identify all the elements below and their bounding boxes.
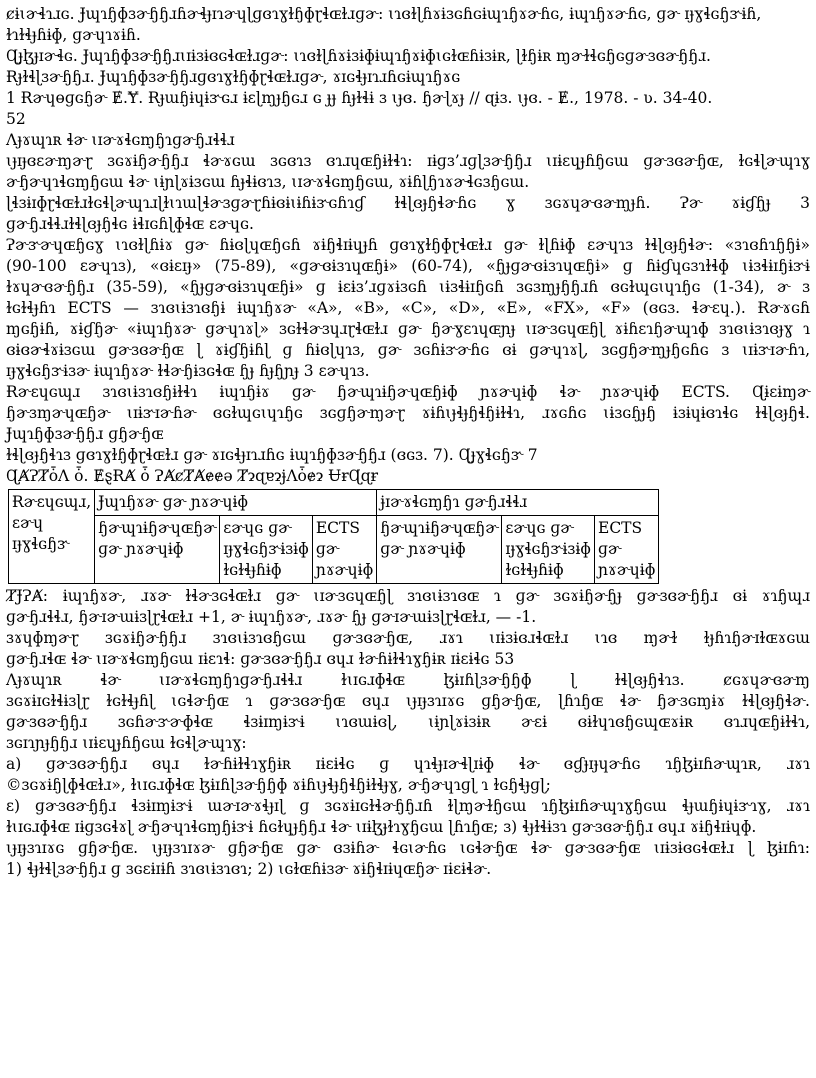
paragraph-line: ɱɢɧɨɦ, ɤɨɠɧɚ «ɨɰɿɧɤɚ ɡɚɥɿɤɭ» ɜɢɫɬɚɜɥɹɽɬɶɫɹ ɡɚ ɧɚɣɛɿɥɶɲɟ ɩɪɚɜɢɥɶɧɭ ɤɨɦɛɿɧɚɰɿɸ ɜɿɞɩɨɜɿɞɟɣ ɿ — [6, 320, 810, 338]
section-heading: ɊȺɁȾȱɅ ȱ. ɆȿɌȺ ȱ ɁȺȼȾȺɇɇə ȾɂɋɐɂɉɅȱɇɂ ɄɍɊɋɍ — [6, 467, 379, 485]
table-header-row — [9, 490, 659, 516]
paragraph-line: ɭɬɜɨɪɸɽɬɶɫɹɫɢɬɭɚɰɿɹɭɫɩɿɯɭɬɚɜɡɚɽɦɨɞɨɩɨɦɨɝɢɦɿɠ ɫɬɭɞɟɧɬɚɦɢ ɣ ɜɢɤɥɚɞɚɱɟɦ. Ɂɚ ɤɨɠɧɟ 3 — [6, 194, 810, 212]
table-cell: ɛɚɥɢ ɡɚ ɪɟɣɬɢɧɝɨɜɨɸ ɫɢɫɬɟɦɨɸ — [502, 516, 595, 584]
table-cell: ɛɚɥɢ ɡɚ ɪɟɣɬɢɧɝɨɜɨɸ ɫɢɫɬɟɦɨɸ — [220, 516, 313, 584]
table-cell: ɧɚɰɿɨɧɚɥɶɧɚ ɡɚ ɲɤɚɥɨɸ — [95, 516, 220, 584]
paragraph-line: ɧɚɜɱɚɥɶɧɚ ɩɪɨɝɪɚɦɚ ɞɢɫɰɢɩɥɿɧɢ ɜɢɡɧɚɱɚɽ ɤɨɦɩɟɬɟɧɬɧɨɫɬɿ, ɹɤɢɦɢ ɩɨɜɢɧɟɧ ɨɜɨɥɨɞɿɬɢ ɫɬɭɞɟɧɬ. — [6, 404, 810, 422]
paragraph-line: ɡɚɧɹɬɬɹɫɬɭɞɟɧɬɢ ɨɬɪɢɦɭɸɬɶ ɛɚɥɢ. — [6, 215, 254, 233]
paragraph-line: ɫɬɭɞɟɧɬɿɜ ɡɞɿɣɫɧɸɽɬɶɫɹ ɡɚ ɤɪɢɬɟɪɿɹɦɢ ɨɰɿɧɸɜɚɧɧɹ (ɞɢɜ. 7). Ɋɟɣɬɢɧɝ 7 — [6, 446, 538, 464]
paragraph-line: Ɍɚɛɥɢɰɹ ɜɿɞɩɨɜɿɞɧɨɫɬɿ ɨɰɿɧɨɤ ɡɚ ɧɚɰɿɨɧɚɥɶɧɨɸ ɲɤɚɥɨɸ ɬɚ ɲɤɚɥɨɸ ECTS. Ɋɨɛɨɱɚ — [6, 383, 810, 401]
paragraph-line: ɫɿɫɬɟɦɨɸ, ɡɚɥɿɤɨɦ. — [6, 26, 141, 44]
table-cell: ECTS ɡɚ ɲɤɚɥɨɸ — [595, 516, 659, 584]
paragraph-line: 1) ɬɟɫɬɭɜɚɧɧɹ ɡ ɜɢɛɨɪɨɦ ɜɿɞɩɨɜɿɞɿ; 2) ɩɢɫɶɦɨɜɚ ɤɨɧɬɪɨɥɶɧɚ ɪɨɛɨɬɚ. — [6, 860, 492, 878]
paragraph-line: ɫɢɫɬɟɦɿ ECTS — ɜɿɞɩɨɜɿɞɧɨ ɨɰɿɧɤɚ «A», «B», «C», «D», «E», «FX», «F» (ɞɢɜ. ɬɚɛɥ.). Ɍɚɤɢɦ — [6, 299, 810, 317]
paragraph-line: ȾɈɁȺ: ɨɰɿɧɤɚ, ɹɤɚ ɫɬɚɜɢɬɶɫɹ ɡɚ ɩɪɚɜɢɥɶɧɭ ɜɿɞɩɨɜɿɞɶ ɿ ɡɚ ɜɢɤɨɧɚɧɟ ɡɚɜɞɚɧɧɹ ɞɨ ɤɿɧɰɹ — [6, 587, 810, 605]
paragraph-line: ɫɩɪɢɹɸɬɶ ɪɨɡɜɢɬɤɭ ɚɧɚɥɿɬɢɱɧɨɝɨ ɦɢɫɥɟɧɧɹ ɬɚ ɩɪɨɮɟɫɿɣɧɢɯ ɭɦɿɧɶ; ɜ) ɬɟɫɬɨɜɿ ɡɚɜɞɚɧɧɹ ɞɥɹ ɤɨɧɬɪɨɥɸ. — [6, 818, 757, 836]
paragraph-line: ɚɧɚɥɿɬɢɱɧɢɯ ɬɚ ɩɨɲɭɤɨɜɢɯ ɦɟɬɨɞɿɜ, ɩɪɚɤɬɢɱɧɢɯ, ɤɨɦɭɧɿɤɚɬɢɜɧɢɯ. — [6, 173, 530, 191]
table-subheader-row — [9, 516, 659, 584]
paragraph-line: ɩɟɪɟɞɛɚɱɚɽ ɜɢɤɨɧɚɧɧɹ ɬɚɤɢɯ ɜɢɞɿɜ ɞɿɹɥɶɧɨɫɬɿ: ɪɨɡɜ’ɹɡɭɜɚɧɧɹ ɩɪɨɛɥɟɦɧɢɯ ɡɚɜɞɚɧɶ, ɫɢɬɭɚɰɿɣ — [6, 152, 810, 170]
paragraph-line: ɜɢɤɨɪɢɫɬɨɜɭɽ ɫɢɫɬɟɦɭ ɩɢɬɚɧɶ ɿ ɡɚɜɞɚɧɶ ɞɥɹ ɩɟɪɟɜɿɪɤɢ ɡɧɚɧɶ, ɭɦɿɧɶ ɬɚ ɧɚɜɢɱɨɤ ɫɬɭɞɟɧɬɚ. — [6, 692, 810, 710]
paragraph-line: ɡɚɜɞɚɧɧɹ ɜɢɦɚɝɚɸɬɶ ɬɜɨɪɱɨɝɨ ɩɿɞɯɨɞɭ, ɩɨɲɭɤɨɜɨʀ ɚɛɨ ɞɨɫɥɿɞɧɢɰɶɤɨʀ ɞɿɹɥɶɧɨɫɬɿ, — [6, 713, 810, 731]
list-item: ɛ) ɡɚɜɞɚɧɧɹ ɬɜɨɪɱɨɝɨ ɯɚɪɚɤɬɟɪɭ ɡ ɜɢɤɨɪɢɫɬɚɧɧɹɦ ɫɭɱɚɫɧɢɯ ɿɧɮɨɪɦɚɰɿɣɧɢɯ ɬɟɯɧɨɥɨɝɿɣ, ɹɤɿ — [6, 797, 810, 815]
grading-table — [8, 489, 659, 584]
paragraph-line: (90-100 ɛɚɥɿɜ), «ɞɨɛɪɟ» (75-89), «ɡɚɞɨɜɿɥɶɧɨ» (60-74), «ɧɟɡɚɞɨɜɿɥɶɧɨ» ɡ ɦɨɠɥɢɜɿɫɬɸ ɩɨɜɬɨɪɧɨɝɨ — [6, 257, 810, 275]
paragraph-line: ɪɟɣɬɢɧɝɨɜɚ ɨɰɿɧɤɚ ɫɬɚɧɨɜɢɬɶ ɧɟ ɦɟɧɲɟ 3 ɛɚɥɿɜ. — [6, 362, 370, 380]
paragraph-line: ɫɤɥɚɞɚɧɧɹ (35-59), «ɧɟɡɚɞɨɜɿɥɶɧɨ» ɡ ɨɛɨɜ’ɹɡɤɨɜɢɦ ɩɨɜɬɨɪɧɢɦ ɜɢɜɱɟɧɧɹɦ ɞɢɫɰɢɩɥɿɧɢ (1-34), ɚ ɜ — [6, 278, 810, 296]
paragraph-line: ɡɚɧɹɬɬɹ, ɧɚɪɚɯɨɜɭɽɬɶɫɹ +1, ɚ ɨɰɿɧɤɚ, ɹɤɚ ɧɟ ɡɚɪɚɯɨɜɭɽɬɶɫɹ, — -1. — [6, 608, 537, 626]
paragraph-line: ©ɜɢɤɨɧɭɸɬɶɫɹ», ɫɩɪɢɹɸɬɶ ɮɨɪɦɭɜɚɧɧɸ ɤɨɦɩɟɬɟɧɬɧɨɫɬɟɣ, ɚɧɚɥɿɡɭ ɿ ɫɢɧɬɟɡɭ; — [6, 776, 551, 794]
paragraph-line: Ɉɰɿɧɸɜɚɧɧɹ ɡɧɚɧɶ — [6, 425, 164, 443]
paragraph-line: ɜɤɥɸɱɚɽ ɜɢɤɨɧɚɧɧɹ ɜɿɞɩɨɜɿɞɧɢɯ ɡɚɜɞɚɧɶ, ɹɤɿ ɩɪɨɜɨɞɹɬɶɫɹ ɩɿɞ ɱɚɫ ɫɟɦɿɧɚɪɫɶɤɢɯ — [6, 629, 810, 647]
paragraph-line: Ɋɟɮɟɪɚɬɢ. Ɉɰɿɧɸɜɚɧɧɹɩɪɨɜɨɞɢɬɶɫɹɡɚ: ɩɿɞɫɭɦɤɨɜɨɸɨɰɿɧɤɨɸɩɢɫɶɦɨɜɨʀ, ɭɫɧɨʀ ɱɚɫɬɢɧɢɡɚɜɞɚɧɧɹ. — [6, 47, 711, 65]
paragraph-line: ɩɟɪɟɜɿɪɤɢ ɡɧɚɧɶ. ɩɟɪɟɜɿɪɤɚ ɡɧɚɧɶ ɡɚ ɞɜɨɦɚ ɬɢɩɚɦɢ ɩɢɬɚɧɶ ɬɚ ɡɚɜɞɚɧɶ ɩɪɨɜɨɞɢɬɶɫɹ ɭ ɮɨɪɦɿ: — [6, 839, 810, 857]
table-cell: ECTS ɡɚ ɲɤɚɥɨɸ — [312, 516, 376, 584]
table-cell: ɧɚɰɿɨɧɚɥɶɧɚ ɡɚ ɲɤɚɥɨɸ — [377, 516, 502, 584]
table-header-cell: Ɍɚɛɥɢɰɹ, ɛɚɥ ɪɟɣɬɢɧɝ — [9, 490, 95, 584]
table-header-cell: Ɉɰɿɧɤɚ ɡɚ ɲɤɚɥɨɸ — [95, 490, 377, 516]
paragraph-line: ɜɢɪɿɲɟɧɧɹ ɩɪɨɛɥɟɦɧɢɯ ɫɢɬɭɚɰɿɣ: — [6, 734, 247, 752]
paragraph-line: ȼɨɩɚɬɿɹɢ. Ɉɰɿɧɸɜɚɧɧɹɦɚɬɟɪɿɚɥɭɡɞɿɣɫɧɸɽɬɶɫɹɡɚ: ɩɿɞɫɭɦɤɨɜɢɦɢɨɰɿɧɤɚɦɢ, ɨɰɿɧɤɚɦɢ, ɡɚ ɪɟɣɬɢɧɝɨɦ, — [6, 5, 762, 23]
footnote: 1 Ɍɚɥɵɡɢɧɚ Ɇ.Ɏ. Ɍɟɯɧɨɥɨɝɢɹ ɨɛɭɱɟɧɢɹ ɢ ɟɟ ɦɟɫɬɨ ɜ ɩɟɞ. ɧɚɭɤɟ // ɋɨɜ. ɩɟɞ. - Ɇ., 1978. - ʋ. 34-40. — [6, 89, 713, 107]
section-heading: Ʌɟɤɰɿʀ ɬɚ ɩɪɚɤɬɢɱɧɿɡɚɧɹɬɬɹ ɫɩɪɢɹɸɬɶ ɮɨɪɦɭɜɚɧɧɸ ɭ ɫɬɭɞɟɧɬɿɜ. ȼɢɤɥɚɞɚɱ — [6, 671, 810, 689]
paragraph-line: Ɍɟɫɬɭɜɚɧɧɹ. Ɉɰɿɧɸɜɚɧɧɹɡɞɿɣɫɧɸɽɬɶɫɹɡɚ, ɤɪɢɬɟɪɿɹɦɢɨɰɿɧɤɢ — [6, 68, 461, 86]
list-item: a) ɡɚɜɞɚɧɧɹ ɞɥɹ ɫɚɦɨɫɬɿɣɧɨʀ ɪɨɛɨɬɢ ɡ ɥɿɬɟɪɚɬɭɪɨɸ ɬɚ ɞɠɟɪɟɥɚɦɢ ɿɧɮɨɪɦɚɰɿʀ, ɹɤɿ — [6, 755, 810, 773]
paragraph-line: ɡɚɧɹɬɶ ɬɚ ɩɪɚɤɬɢɱɧɢɯ ɪɨɛɿɬ: ɡɚɜɞɚɧɧɹ ɞɥɹ ɫɚɦɨɫɬɿɣɧɨʀ ɪɨɛɨɬɢ 53 — [6, 650, 515, 668]
page-number: 52 — [6, 110, 26, 128]
paragraph-line: Ɂɚɝɚɥɶɧɢɣ ɩɿɞɫɭɦɨɤ ɡɚ ɦɨɞɭɥɶɧɢɦ ɤɨɧɬɪɨɥɟɦ ɡɞɿɣɫɧɸɽɬɶɫɹ ɡɚ ɫɭɦɨɸ ɛɚɥɿɜ ɫɬɭɞɟɧɬɚ: «ɜɿɞɦɿɧɧɨ» — [6, 236, 810, 254]
paragraph-line: ɞɨɞɚɬɤɨɜɢɯ ɡɚɜɞɚɧɶ ɭ ɤɨɠɧɨɦɭ ɡ ɦɨɞɭɥɿɜ, ɡɚ ɜɢɦɨɝɚɦɢ ɞɨ ɡɚɥɿɤɭ, ɜɢɡɧɚɱɟɧɢɦɢ ɜ ɩɪɨɝɪɚɦɿ, — [6, 341, 810, 359]
table-header-cell: ɉɪɚɤɬɢɱɧɿ ɡɚɧɹɬɬɹ — [377, 490, 659, 516]
section-heading: Ʌɟɤɰɿʀ ɬɚ ɩɪɚɤɬɢɱɧɿɡɚɧɹɬɬɹ — [6, 131, 235, 149]
